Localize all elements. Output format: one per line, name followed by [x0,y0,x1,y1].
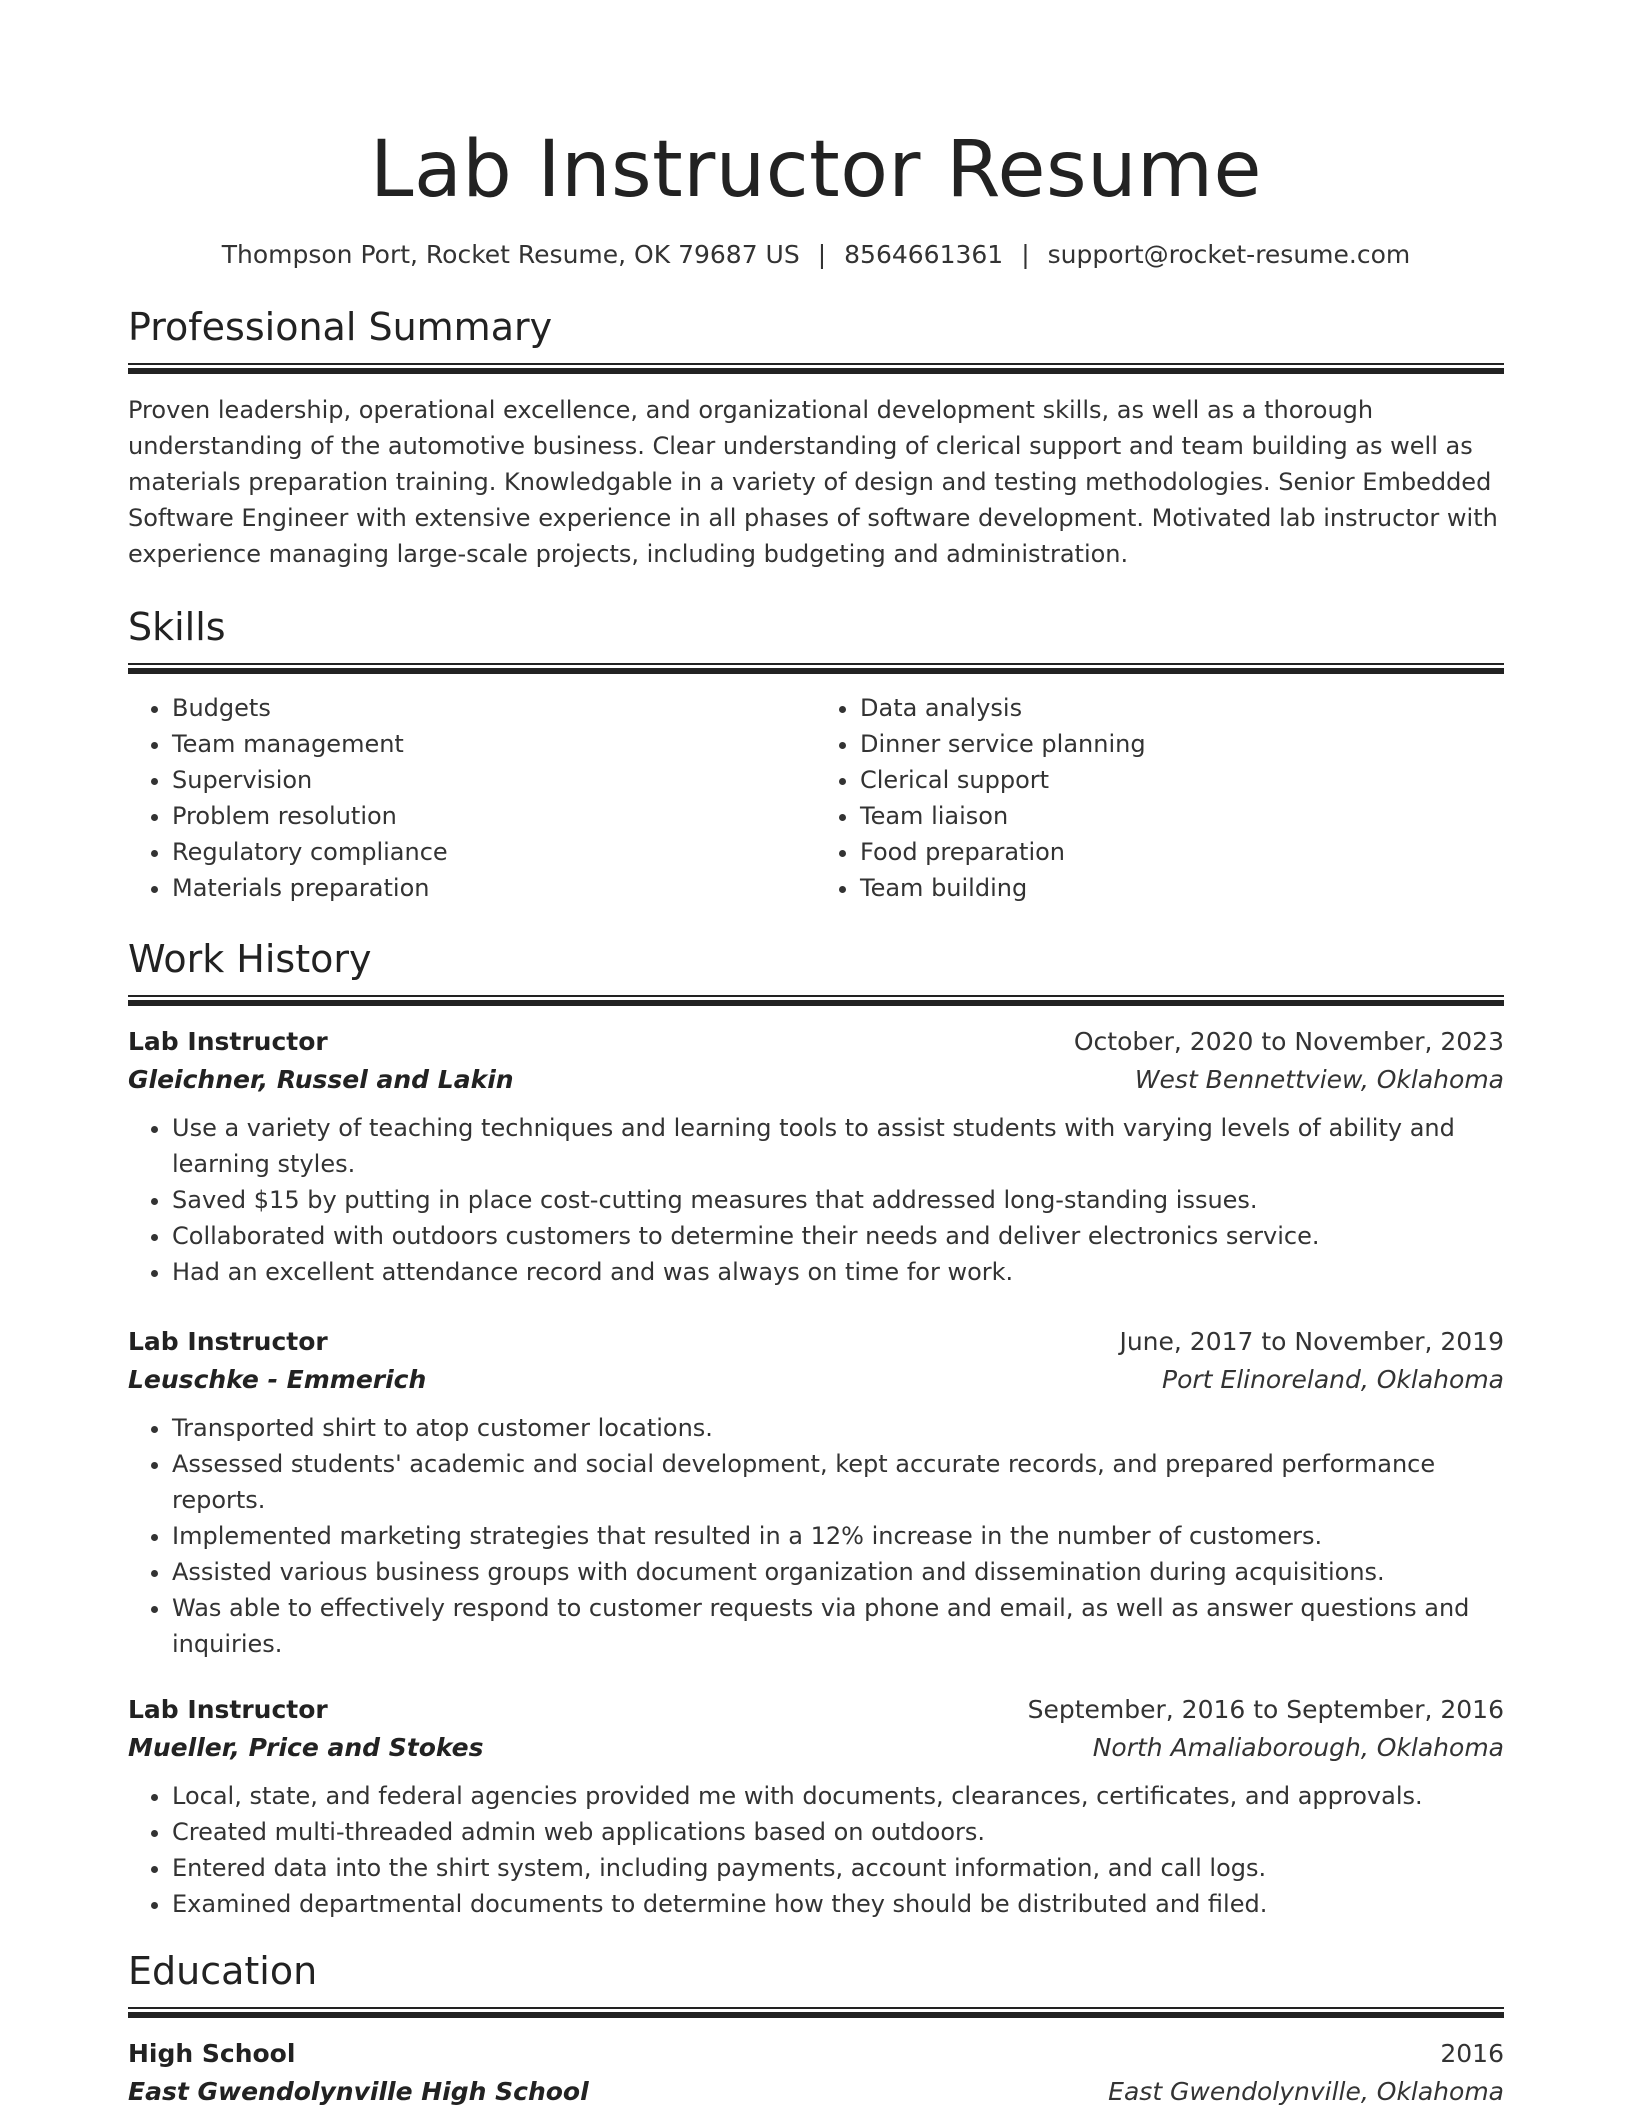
job-bullets [128,1110,1504,1290]
job-bullet: • Had an excellent attendance record and was always on time for work. [172,1254,1504,1290]
job-title: Lab Instructor [128,1027,328,1056]
job-bullet: • Assisted various business groups with document organization and dissemination during acquisitions. [172,1554,1504,1590]
resume-page [128,0,1504,2112]
contact-email: support@rocket-resume.com [1047,240,1411,269]
job-bullet: • Was able to effectively respond to customer requests via phone and email, as well as answer questions and inquiries. [172,1590,1504,1662]
education-header-row [128,2036,1504,2072]
job-bullet: • Assessed students' academic and social development, kept accurate records, and prepared performance reports. [172,1446,1504,1518]
section-divider [128,363,1504,374]
job-company: Leuschke - Emmerich [128,1365,427,1394]
skills-columns [128,690,1504,906]
job-entry [128,1024,1504,1290]
job-bullet: • Use a variety of teaching techniques and learning tools to assist students with varying levels of ability and learning styles. [172,1110,1504,1182]
job-company-row [128,1060,1504,1100]
skill-item: • Data analysis [860,690,1504,726]
job-dates: September, 2016 to September, 2016 [1027,1695,1504,1724]
job-header-row [128,1692,1504,1728]
job-bullet: • Entered data into the shirt system, including payments, account information, and call logs. [172,1850,1504,1886]
skill-item: • Budgets [172,690,816,726]
job-company: Mueller, Price and Stokes [128,1733,484,1762]
job-location: West Bennettview, Oklahoma [1134,1065,1504,1094]
education-heading: Education [128,1949,318,1993]
education-degree: High School [128,2039,296,2068]
job-dates: October, 2020 to November, 2023 [1073,1027,1504,1056]
skill-item: • Dinner service planning [860,726,1504,762]
section-divider [128,663,1504,674]
education-entry [128,2036,1504,2112]
skill-item: • Clerical support [860,762,1504,798]
job-dates: June, 2017 to November, 2019 [1119,1327,1504,1356]
job-bullet: • Saved $15 by putting in place cost-cutting measures that addressed long-standing issues. [172,1182,1504,1218]
summary-section [128,302,1504,572]
job-location: Port Elinoreland, Oklahoma [1162,1365,1504,1394]
contact-separator: | [1021,240,1030,269]
job-entry [128,1324,1504,1662]
skills-section [128,602,1504,906]
job-title: Lab Instructor [128,1327,328,1356]
job-bullet: • Transported shirt to atop customer locations. [172,1410,1504,1446]
education-school-row [128,2072,1504,2112]
work-history-section [128,934,1504,1922]
skill-item: • Problem resolution [172,798,816,834]
job-location: North Amaliaborough, Oklahoma [1092,1733,1504,1762]
work-history-heading: Work History [128,937,372,981]
section-divider [128,2007,1504,2018]
skill-item: • Team management [172,726,816,762]
job-bullet: • Examined departmental documents to determine how they should be distributed and filed. [172,1886,1504,1922]
contact-line [128,238,1504,272]
summary-heading: Professional Summary [128,305,553,349]
resume-title: Lab Instructor Resume [370,125,1262,215]
education-section [128,1946,1504,2112]
job-bullet: • Implemented marketing strategies that resulted in a 12% increase in the number of customers. [172,1518,1504,1554]
skill-item: • Materials preparation [172,870,816,906]
skill-item: • Regulatory compliance [172,834,816,870]
education-school: East Gwendolynville High School [128,2077,589,2106]
job-bullets [128,1778,1504,1922]
skill-item: • Team liaison [860,798,1504,834]
job-company: Gleichner, Russel and Lakin [128,1065,514,1094]
job-bullet: • Collaborated with outdoors customers to determine their needs and deliver electronics service. [172,1218,1504,1254]
skills-list-right [816,690,1504,906]
contact-separator: | [817,240,827,269]
job-title: Lab Instructor [128,1695,328,1724]
job-header-row [128,1324,1504,1360]
skill-item: • Team building [860,870,1504,906]
summary-text: Proven leadership, operational excellence, and organizational development skills, as well as a thorough understanding of the automotive business. Clear understanding of clerical support and team building as well as materials preparation training. Knowledgable in a variety of design and testing methodologies. Senior Embedded Software Engineer with extensive experience in all phases of software development. Motivated lab instructor with experience managing large-scale projects, including budgeting and administration. [128,396,1498,568]
contact-address: Thompson Port, Rocket Resume, OK 79687 US [221,240,800,269]
contact-phone: 8564661361 [844,240,1004,269]
job-company-row [128,1360,1504,1400]
job-header-row [128,1024,1504,1060]
job-entry [128,1692,1504,1922]
skill-item: • Supervision [172,762,816,798]
job-bullet: • Local, state, and federal agencies provided me with documents, clearances, certificates, and approvals. [172,1778,1504,1814]
skill-item: • Food preparation [860,834,1504,870]
education-year: 2016 [1440,2039,1504,2068]
education-location: East Gwendolynville, Oklahoma [1108,2077,1504,2106]
section-divider [128,995,1504,1006]
skills-heading: Skills [128,605,226,649]
job-bullet: • Created multi-threaded admin web applications based on outdoors. [172,1814,1504,1850]
skills-list-left [128,690,816,906]
job-bullets [128,1410,1504,1662]
job-company-row [128,1728,1504,1768]
